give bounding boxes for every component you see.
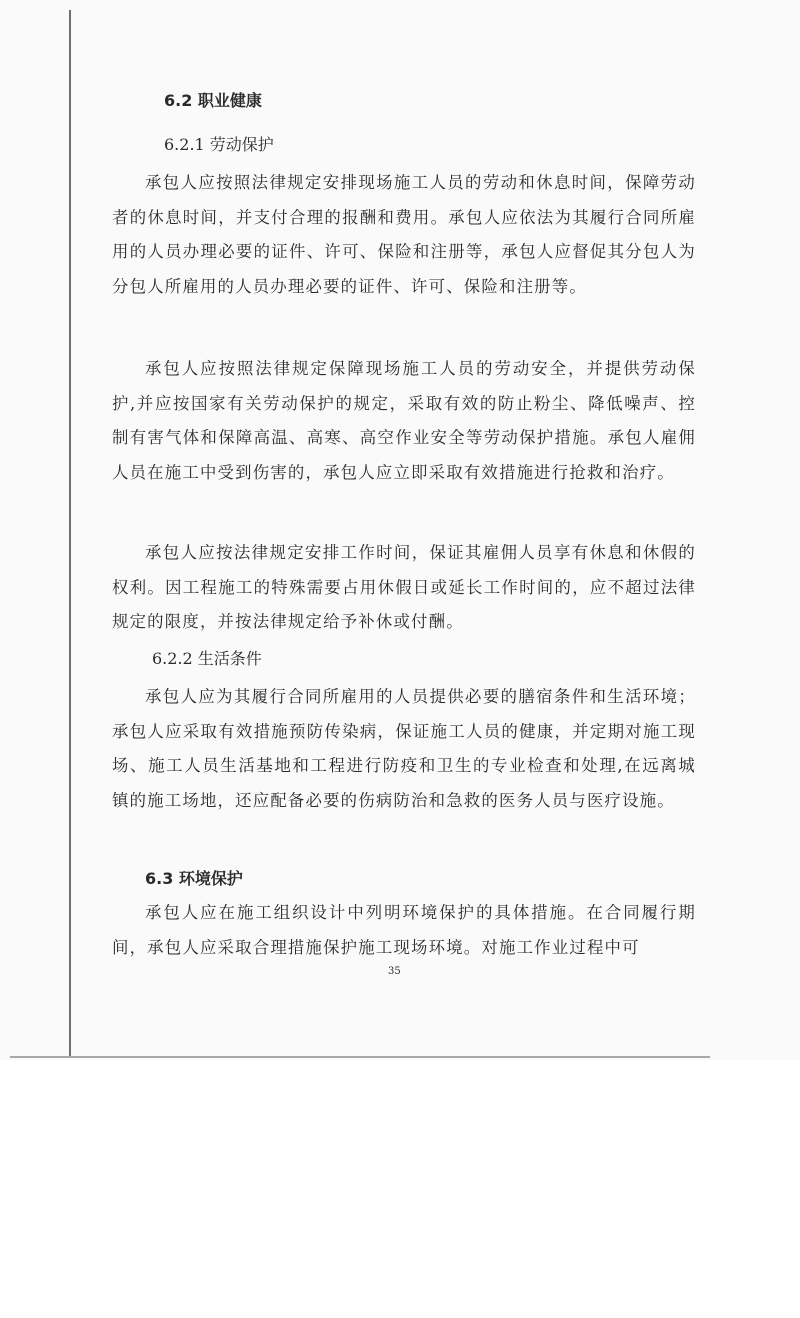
section-heading-6-2: 6.2 职业健康 [164, 91, 262, 110]
paragraph-labor-time: 承包人应按照法律规定安排现场施工人员的劳动和休息时间，保障劳动者的休息时间，并支付合理的报酬和费用。承包人应依法为其履行合同所雇用的人员办理必要的证件、许可、保险和注册等，承包人应督促其分包人为分包人所雇用的人员办理必要的证件、许可、保险和注册等。 [112, 173, 696, 296]
binding-edge-line [69, 10, 71, 1056]
paragraph-rest-rights: 承包人应按法律规定安排工作时间，保证其雇佣人员享有休息和休假的权利。因工程施工的特殊需要占用休假日或延长工作时间的，应不超过法律规定的限度，并按法律规定给予补休或付酬。 [112, 543, 696, 631]
paragraph-labor-safety: 承包人应按照法律规定保障现场施工人员的劳动安全，并提供劳动保护,并应按国家有关劳动保护的规定，采取有效的防止粉尘、降低噪声、控制有害气体和保障高温、高寒、高空作业安全等劳动保护措施。承包人雇佣人员在施工中受到伤害的，承包人应立即采取有效措施进行抢救和治疗。 [112, 359, 696, 482]
section-heading-6-3: 6.3 环境保护 [145, 869, 243, 888]
page-number: 35 [388, 966, 401, 977]
paragraph-environment: 承包人应在施工组织设计中列明环境保护的具体措施。在合同履行期间，承包人应采取合理措施保护施工现场环境。对施工作业过程中可 [112, 903, 696, 957]
subsection-heading-6-2-1: 6.2.1 劳动保护 [164, 135, 274, 154]
subsection-heading-6-2-2: 6.2.2 生活条件 [152, 649, 262, 668]
page-bottom-edge [10, 1056, 710, 1058]
paragraph-living-conditions: 承包人应为其履行合同所雇用的人员提供必要的膳宿条件和生活环境；承包人应采取有效措施预防传染病，保证施工人员的健康，并定期对施工现场、施工人员生活基地和工程进行防疫和卫生的专业检查和处理,在远离城镇的施工场地，还应配备必要的伤病防治和急救的医务人员与医疗设施。 [112, 687, 696, 810]
